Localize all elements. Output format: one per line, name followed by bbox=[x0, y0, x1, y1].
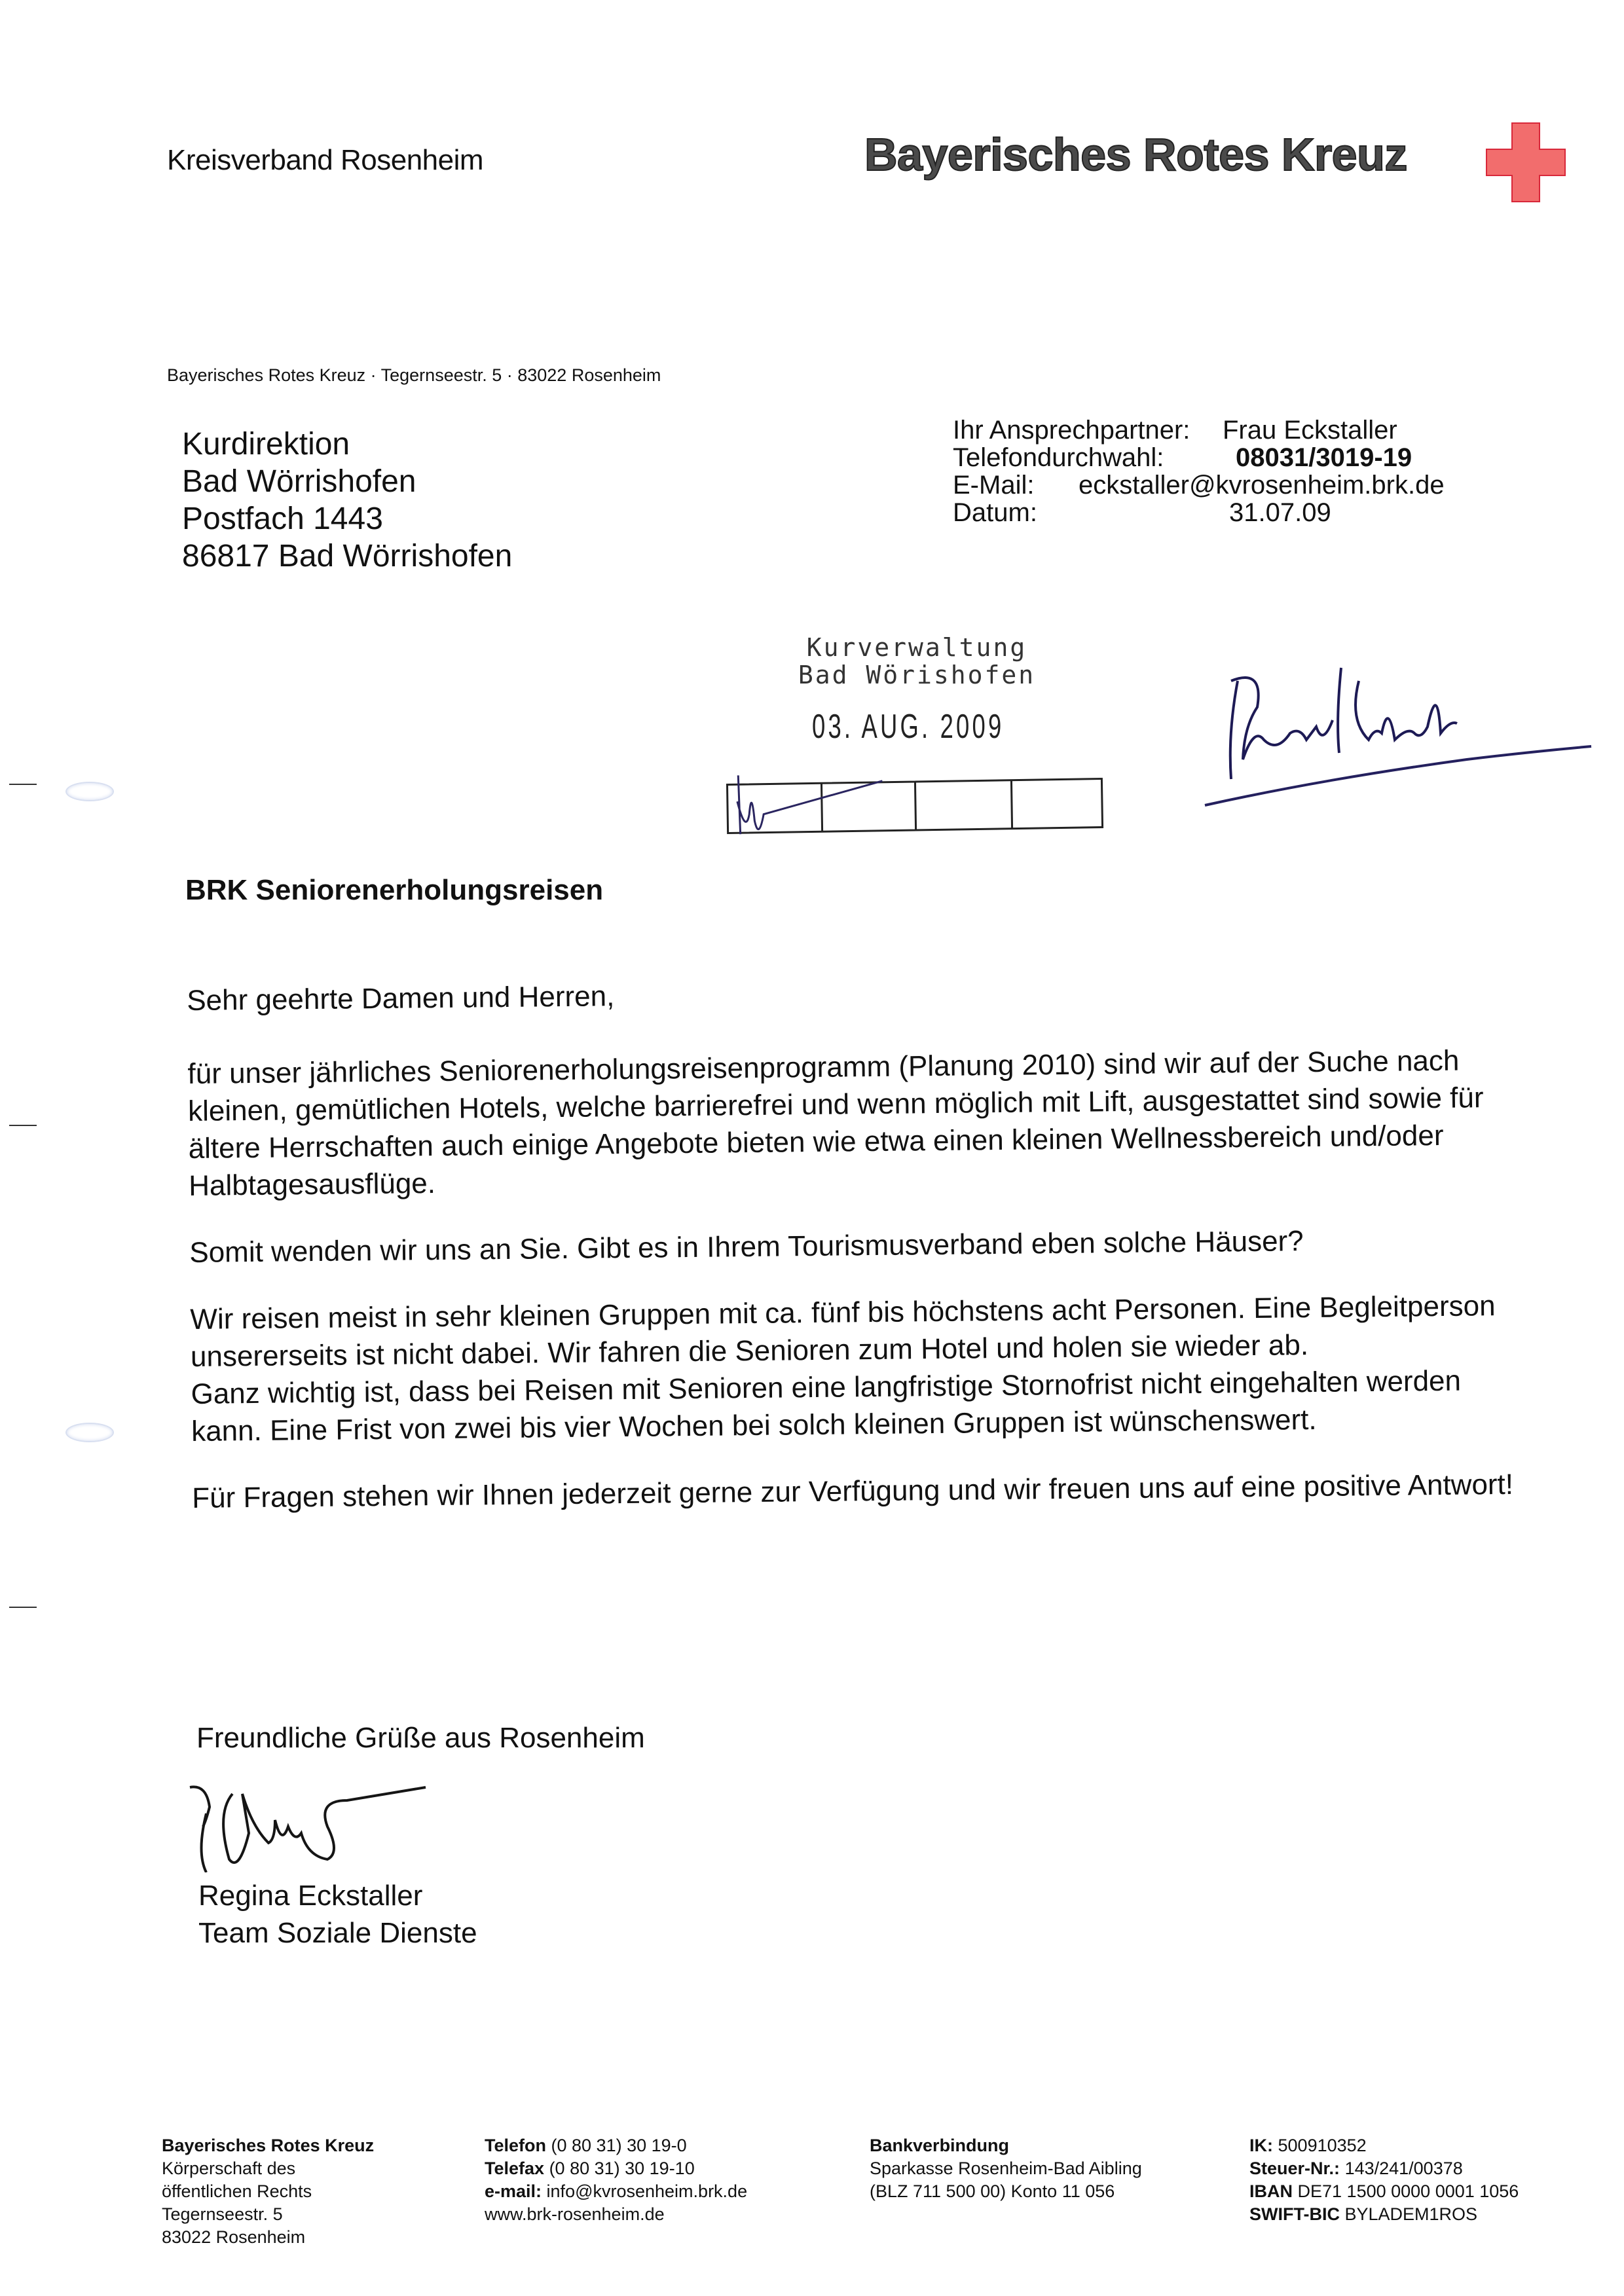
letterhead-subtitle: Kreisverband Rosenheim bbox=[167, 144, 484, 176]
phone-label: Telefondurchwahl: bbox=[953, 443, 1164, 472]
footer-bank bbox=[870, 2134, 1142, 2203]
return-address: Bayerisches Rotes Kreuz · Tegernseestr. 5 · 83022 Rosenheim bbox=[167, 365, 661, 385]
contact-person: Frau Eckstaller bbox=[1223, 416, 1397, 445]
body-paragraph: Ganz wichtig ist, dass bei Reisen mit Senioren eine langfristige Stornofrist nicht eingehalten werden kann. Eine Frist von zwei bis vier Wochen bei solch kleinen Gruppen ist wünschenswert. bbox=[191, 1364, 1462, 1448]
footer-bic: BYLADEM1ROS bbox=[1344, 2204, 1478, 2224]
stamp-date: 03. AUG. 2009 bbox=[812, 708, 1005, 746]
sender-block bbox=[198, 1877, 477, 1952]
footer-ik: 500910352 bbox=[1278, 2136, 1367, 2155]
footer-fax: (0 80 31) 30 19-10 bbox=[549, 2159, 695, 2178]
signature bbox=[177, 1781, 452, 1872]
salutation: Sehr geehrte Damen und Herren, bbox=[187, 980, 615, 1017]
body-paragraph: Wir reisen meist in sehr kleinen Gruppen mit ca. fünf bis höchstens acht Personen. Eine Begleitperson unsererseits ist nicht dabei. Wir fahren die Senioren zum Hotel und holen sie wieder ab. bbox=[190, 1290, 1496, 1373]
email-value: eckstaller@kvrosenheim.brk.de bbox=[1079, 471, 1445, 500]
footer-phone-label: Telefon bbox=[485, 2136, 546, 2155]
fold-mark bbox=[9, 784, 37, 785]
footer-ids bbox=[1249, 2134, 1519, 2226]
body-paragraph: Somit wenden wir uns an Sie. Gibt es in Ihrem Tourismusverband eben solche Häuser? bbox=[189, 1225, 1304, 1269]
footer-line: Körperschaft des bbox=[162, 2159, 296, 2178]
recipient-line: 86817 Bad Wörrishofen bbox=[182, 539, 513, 574]
recipient-line: Kurdirektion bbox=[182, 427, 350, 462]
body-paragraph: für unser jährliches Seniorenerholungsreisenprogramm (Planung 2010) sind wir auf der Suche nach kleinen, gemütlichen Hotels, welche barrierefrei und wenn möglich mit Lift, ausgestattet sind sowie für ältere Herrschaften auch einige Angebote bieten wie etwa einen kleinen Wellnessbereich und/oder Halbtagesausflüge. bbox=[187, 1044, 1484, 1202]
footer-iban: DE71 1500 0000 0001 1056 bbox=[1297, 2181, 1519, 2201]
punch-hole bbox=[65, 782, 114, 801]
footer-website[interactable]: www.brk-rosenheim.de bbox=[485, 2204, 665, 2224]
footer-line: (BLZ 711 500 00) Konto 11 056 bbox=[870, 2181, 1115, 2201]
letter-subject: BRK Seniorenerholungsreisen bbox=[185, 874, 604, 906]
closing: Freundliche Grüße aus Rosenheim bbox=[196, 1722, 645, 1754]
recipient-address bbox=[182, 426, 512, 575]
footer-ik-label: IK: bbox=[1249, 2136, 1273, 2155]
sender-name: Regina Eckstaller bbox=[198, 1880, 423, 1912]
routing-stamp-box bbox=[725, 769, 1105, 841]
recipient-line: Bad Wörrishofen bbox=[182, 464, 416, 499]
footer-line: Sparkasse Rosenheim-Bad Aibling bbox=[870, 2159, 1142, 2178]
footer-fax-label: Telefax bbox=[485, 2159, 545, 2178]
contact-label: Ihr Ansprechpartner: bbox=[953, 416, 1190, 445]
body-paragraph: Für Fragen stehen wir Ihnen jederzeit gerne zur Verfügung und wir freuen uns auf eine positive Antwort! bbox=[192, 1468, 1514, 1514]
recipient-line: Postfach 1443 bbox=[182, 501, 383, 536]
handwritten-annotation bbox=[1192, 642, 1598, 838]
email-label: E-Mail: bbox=[953, 471, 1035, 500]
footer-line: öffentlichen Rechts bbox=[162, 2181, 312, 2201]
footer-email[interactable]: info@kvrosenheim.brk.de bbox=[546, 2181, 748, 2201]
footer-contact bbox=[485, 2134, 747, 2226]
footer-bank-title: Bankverbindung bbox=[870, 2136, 1010, 2155]
footer-phone: (0 80 31) 30 19-0 bbox=[551, 2136, 687, 2155]
received-stamp bbox=[779, 634, 1054, 689]
phone-value: 08031/3019-19 bbox=[1236, 443, 1412, 472]
punch-hole bbox=[65, 1423, 114, 1442]
footer-tax: 143/241/00378 bbox=[1344, 2159, 1463, 2178]
footer-org-title: Bayerisches Rotes Kreuz bbox=[162, 2136, 375, 2155]
footer-line: 83022 Rosenheim bbox=[162, 2227, 306, 2247]
stamp-line: Bad Wörishofen bbox=[798, 661, 1036, 689]
footer-iban-label: IBAN bbox=[1249, 2181, 1293, 2201]
footer-organization bbox=[162, 2134, 374, 2249]
letter-body bbox=[187, 968, 1535, 1546]
fold-mark bbox=[9, 1607, 37, 1608]
fold-mark bbox=[9, 1125, 37, 1126]
stamp-line: Kurverwaltung bbox=[806, 633, 1027, 662]
date-value: 31.07.09 bbox=[1229, 498, 1331, 527]
footer-line: Tegernseestr. 5 bbox=[162, 2204, 283, 2224]
footer-bic-label: SWIFT-BIC bbox=[1249, 2204, 1340, 2224]
sender-team: Team Soziale Dienste bbox=[198, 1917, 477, 1949]
footer-email-label: e-mail: bbox=[485, 2181, 542, 2201]
footer-tax-label: Steuer-Nr.: bbox=[1249, 2159, 1340, 2178]
date-label: Datum: bbox=[953, 498, 1037, 527]
letterhead-brand: Bayerisches Rotes Kreuz bbox=[864, 129, 1407, 180]
red-cross-icon bbox=[1485, 122, 1566, 203]
